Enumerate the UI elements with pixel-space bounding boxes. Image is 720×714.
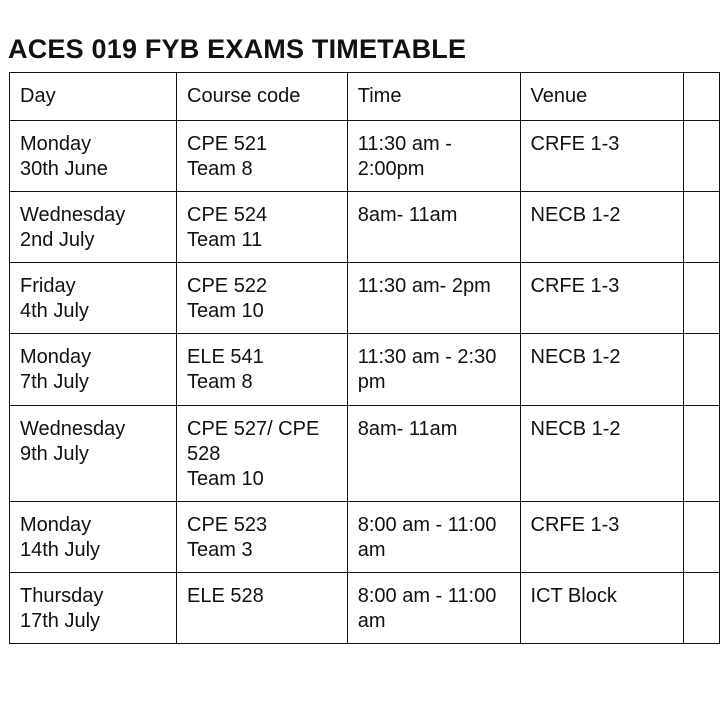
day-cell-line: 30th June xyxy=(20,158,108,180)
day-cell-line: 9th July xyxy=(20,443,89,465)
day-cell-line: 17th July xyxy=(20,610,101,632)
course-code-cell-line: Team 8 xyxy=(187,158,253,180)
extra-cell xyxy=(683,334,719,406)
day-cell-line: 14th July xyxy=(20,539,101,561)
exam-timetable xyxy=(9,72,720,644)
table-row xyxy=(10,406,720,502)
course-code-cell-line: Team 10 xyxy=(187,300,264,322)
day-cell-line: Friday xyxy=(20,275,76,297)
day-cell xyxy=(10,573,177,644)
day-cell-line: Monday xyxy=(20,133,92,155)
course-code-cell xyxy=(177,502,348,573)
header-extra-cell xyxy=(683,73,719,121)
day-cell-line: 2nd July xyxy=(20,229,95,251)
day-cell xyxy=(10,502,177,573)
extra-cell xyxy=(683,121,719,192)
course-code-cell-line: CPE 523 xyxy=(187,514,268,536)
day-cell-line: 7th July xyxy=(20,371,89,393)
time-cell-line: 11:30 am - xyxy=(357,133,452,155)
course-code-cell xyxy=(177,121,348,192)
day-cell xyxy=(10,121,177,192)
day-cell xyxy=(10,263,177,334)
table-row xyxy=(10,263,720,334)
extra-cell xyxy=(683,263,719,334)
course-code-cell-line: CPE 521 xyxy=(187,133,268,155)
table-row xyxy=(10,192,720,263)
extra-cell xyxy=(683,502,719,573)
venue-cell xyxy=(520,121,683,192)
header-course-code: Course code xyxy=(177,73,348,121)
day-cell-line: Wednesday xyxy=(20,418,126,440)
header-venue: Venue xyxy=(520,73,683,121)
time-cell xyxy=(347,573,520,644)
time-cell-line: 11:30 am - 2:30 xyxy=(357,346,497,368)
course-code-cell-line: CPE 522 xyxy=(187,275,268,297)
course-code-cell xyxy=(177,192,348,263)
course-code-cell-line: CPE 527/ CPE xyxy=(187,418,320,440)
time-cell xyxy=(347,192,520,263)
time-cell-line: am xyxy=(357,539,386,561)
page-title: ACES 019 FYB EXAMS TIMETABLE xyxy=(8,34,467,64)
table-row xyxy=(10,121,720,192)
course-code-cell-line: Team 8 xyxy=(187,371,253,393)
time-cell xyxy=(347,334,520,406)
day-cell-line: 4th July xyxy=(20,300,89,322)
time-cell-line: 11:30 am- 2pm xyxy=(357,275,491,297)
time-cell-line: 8:00 am - 11:00 xyxy=(357,514,497,536)
venue-cell xyxy=(520,406,683,502)
venue-cell xyxy=(520,334,683,406)
course-code-cell-line: CPE 524 xyxy=(187,204,268,226)
day-cell-line: Wednesday xyxy=(20,204,126,226)
course-code-cell-line: ELE 528 xyxy=(187,585,264,607)
day-cell xyxy=(10,334,177,406)
venue-cell xyxy=(520,502,683,573)
venue-cell-line: CRFE 1-3 xyxy=(530,133,620,155)
time-cell xyxy=(347,406,520,502)
header-day: Day xyxy=(10,73,177,121)
venue-cell-line: CRFE 1-3 xyxy=(530,275,620,297)
course-code-cell-line: 528 xyxy=(187,443,221,465)
time-cell-line: 8:00 am - 11:00 xyxy=(357,585,497,607)
course-code-cell-line: Team 11 xyxy=(187,229,263,251)
time-cell xyxy=(347,502,520,573)
venue-cell-line: NECB 1-2 xyxy=(530,418,621,440)
extra-cell xyxy=(683,573,719,644)
course-code-cell-line: ELE 541 xyxy=(187,346,264,368)
day-cell-line: Monday xyxy=(20,346,92,368)
time-cell-line: am xyxy=(357,610,386,632)
venue-cell-line: NECB 1-2 xyxy=(530,346,621,368)
venue-cell xyxy=(520,573,683,644)
time-cell-line: 2:00pm xyxy=(357,158,425,180)
venue-cell-line: CRFE 1-3 xyxy=(530,514,620,536)
table-row xyxy=(10,502,720,573)
day-cell-line: Thursday xyxy=(20,585,104,607)
table-row xyxy=(10,334,720,406)
course-code-cell xyxy=(177,406,348,502)
header-time: Time xyxy=(347,73,520,121)
day-cell-line: Monday xyxy=(20,514,92,536)
course-code-cell xyxy=(177,334,348,406)
venue-cell-line: NECB 1-2 xyxy=(530,204,621,226)
course-code-cell xyxy=(177,263,348,334)
time-cell-line: pm xyxy=(357,371,386,393)
time-cell-line: 8am- 11am xyxy=(357,418,458,440)
course-code-cell-line: Team 3 xyxy=(187,539,253,561)
extra-cell xyxy=(683,406,719,502)
day-cell xyxy=(10,192,177,263)
header-row xyxy=(10,73,720,121)
time-cell xyxy=(347,121,520,192)
extra-cell xyxy=(683,192,719,263)
venue-cell-line: ICT Block xyxy=(530,585,617,607)
course-code-cell-line: Team 10 xyxy=(187,468,264,490)
day-cell xyxy=(10,406,177,502)
venue-cell xyxy=(520,192,683,263)
timetable-body xyxy=(10,73,720,644)
table-row xyxy=(10,573,720,644)
venue-cell xyxy=(520,263,683,334)
time-cell-line: 8am- 11am xyxy=(357,204,458,226)
course-code-cell xyxy=(177,573,348,644)
time-cell xyxy=(347,263,520,334)
